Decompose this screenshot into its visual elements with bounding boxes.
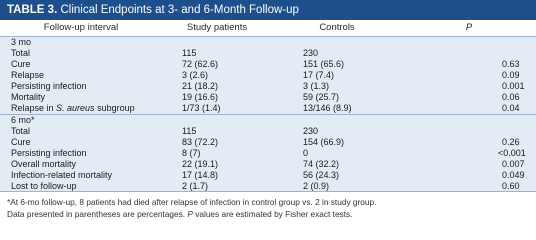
- study-value: 19 (16.6): [182, 92, 219, 102]
- study-value: 72 (62.6): [182, 59, 219, 69]
- footnote-p-symbol: P: [187, 209, 193, 219]
- p-value: 0.04: [502, 103, 520, 113]
- header-study-patients: Study patients: [186, 22, 248, 33]
- controls-value: 230: [303, 48, 319, 58]
- table-row: [0, 92, 536, 103]
- p-value: 0.06: [502, 92, 520, 102]
- table-row: [0, 170, 536, 181]
- row-label: Cure: [11, 137, 31, 147]
- study-value: 115: [182, 126, 197, 136]
- p-value: 0.001: [502, 81, 525, 91]
- study-value: 115: [182, 48, 197, 58]
- row-label: Overall mortality: [11, 159, 77, 169]
- table-title: [0, 0, 536, 20]
- footnote-statistics-part1: Data presented in parentheses are percentages.: [7, 209, 188, 219]
- header-p-value: P: [465, 22, 473, 33]
- study-value: 3 (2.6): [182, 70, 209, 80]
- p-value: [372, 126, 536, 137]
- controls-value: 59 (25.7): [303, 92, 340, 102]
- p-value: 0.09: [502, 70, 520, 80]
- study-value: 83 (72.2): [182, 137, 219, 147]
- p-value: 0.26: [502, 137, 520, 147]
- table-row: [0, 137, 536, 148]
- study-value: 2 (1.7): [182, 181, 209, 191]
- controls-value: 2 (0.9): [303, 181, 330, 191]
- row-label-prefix: Relapse in: [11, 103, 57, 113]
- table-number: TABLE 3.: [7, 4, 58, 16]
- row-label: [0, 103, 182, 114]
- row-label-suffix: subgroup: [94, 103, 135, 113]
- section-3mo-label: 3 mo: [11, 37, 32, 47]
- controls-value: 154 (66.9): [303, 137, 345, 147]
- controls-value: 74 (32.2): [303, 159, 340, 169]
- controls-value: 0: [303, 148, 309, 158]
- controls-value: 17 (7.4): [303, 70, 335, 80]
- footnote-statistics: [0, 208, 536, 220]
- p-value: 0.63: [502, 59, 520, 69]
- study-value: 22 (19.1): [182, 159, 219, 169]
- table-row: [0, 103, 536, 114]
- controls-value: 151 (65.6): [303, 59, 345, 69]
- table-caption: Clinical Endpoints at 3- and 6-Month Follow-up: [57, 4, 299, 16]
- study-value: 17 (14.8): [182, 170, 219, 180]
- p-value: [372, 48, 536, 59]
- footnote-statistics-part2: values are estimated by Fisher exact tests.: [192, 209, 353, 219]
- header-followup-interval: Follow-up interval: [43, 22, 119, 33]
- header-controls: Controls: [319, 22, 355, 33]
- study-value: 1/73 (1.4): [182, 103, 221, 113]
- row-label: Persisting infection: [11, 81, 87, 91]
- row-label: Total: [11, 48, 31, 58]
- row-label: Relapse: [11, 70, 45, 80]
- row-label: Total: [11, 126, 31, 136]
- row-label-organism: S. aureus: [56, 103, 95, 113]
- row-label: Cure: [11, 59, 31, 69]
- p-value: 0.007: [502, 159, 525, 169]
- footnote-6mo: *At 6-mo follow-up, 8 patients had died after relapse of infection in control group vs. 2 in study group.: [7, 197, 377, 207]
- table-row: [0, 126, 536, 137]
- controls-value: 3 (1.3): [303, 81, 330, 91]
- table-row: [0, 59, 536, 70]
- section-6mo-label: 6 mo*: [0, 114, 536, 126]
- table-footnotes: [0, 191, 536, 233]
- p-value: 0.60: [502, 181, 520, 191]
- row-label: Persisting infection: [11, 148, 87, 158]
- row-label: Mortality: [11, 92, 46, 102]
- table-row: [0, 159, 536, 170]
- study-value: 21 (18.2): [182, 81, 219, 91]
- p-value: <0.001: [498, 148, 526, 158]
- table-row: [0, 48, 536, 59]
- p-value: 0.049: [502, 170, 525, 180]
- row-label: Infection-related mortality: [11, 170, 113, 180]
- table-row: [0, 148, 536, 159]
- controls-value: 56 (24.3): [303, 170, 340, 180]
- table-header-row: [0, 20, 536, 37]
- controls-value: 230: [303, 126, 319, 136]
- table-row: [0, 81, 536, 92]
- table-row: [0, 70, 536, 81]
- row-label: Lost to follow-up: [11, 181, 77, 191]
- controls-value: 13/146 (8.9): [303, 103, 352, 113]
- study-value: 8 (7): [182, 148, 201, 158]
